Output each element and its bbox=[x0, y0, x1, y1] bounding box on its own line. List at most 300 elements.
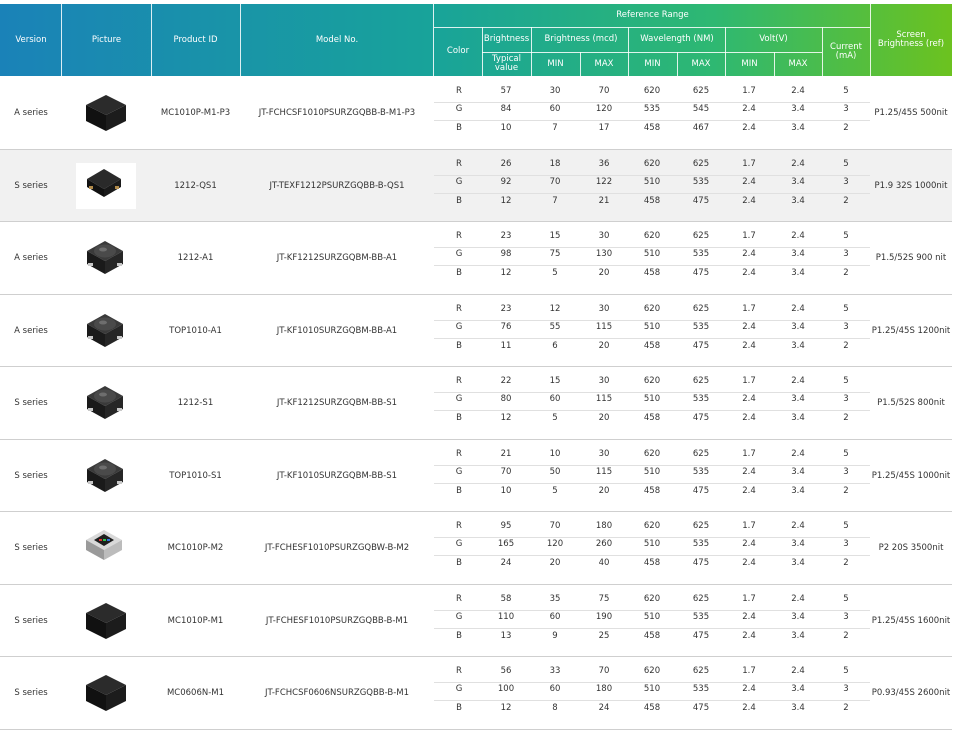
wavelength-max-cell: 535 bbox=[692, 684, 710, 694]
brightness-min-cell: 15 bbox=[549, 231, 561, 241]
header-typical-value: Typical value bbox=[492, 54, 521, 73]
sub-divider bbox=[434, 610, 870, 611]
volt-min-cell: 2.4 bbox=[742, 558, 756, 568]
brightness-min-cell: 33 bbox=[549, 666, 561, 676]
volt-min-cell: 1.7 bbox=[742, 158, 756, 169]
header-wavelength-min: MIN bbox=[644, 58, 661, 69]
model-no-cell: JT-FCHCSF1010PSURZGQBB-B-M1-P3 bbox=[258, 108, 416, 118]
model-no-cell: JT-FCHCSF0606NSURZGQBB-B-M1 bbox=[264, 688, 410, 698]
model-no-cell: JT-TEXF1212PSURZGQBB-B-QS1 bbox=[269, 180, 405, 191]
volt-min-cell: 2.4 bbox=[742, 268, 756, 278]
brightness-max-cell: 130 bbox=[595, 249, 613, 259]
volt-min-cell: 1.7 bbox=[742, 86, 756, 96]
header-brightness-mcd: Brightness (mcd) bbox=[544, 34, 618, 45]
wavelength-max-cell: 625 bbox=[692, 303, 710, 314]
led-chip-image bbox=[84, 456, 126, 500]
volt-max-cell: 2.4 bbox=[791, 521, 805, 531]
typical-value-cell: 10 bbox=[500, 485, 512, 496]
brightness-max-cell: 40 bbox=[598, 558, 610, 568]
color-cell: G bbox=[455, 466, 463, 477]
model-no-cell: JT-FCHESF1010PSURZGQBW-B-M2 bbox=[264, 543, 410, 553]
volt-max-cell: 3.4 bbox=[791, 630, 805, 641]
wavelength-max-cell: 475 bbox=[692, 413, 710, 423]
wavelength-max-cell: 545 bbox=[692, 104, 710, 114]
volt-max-cell: 2.4 bbox=[791, 86, 805, 96]
volt-max-cell: 3.4 bbox=[791, 123, 805, 133]
typical-value-cell: 11 bbox=[500, 340, 512, 351]
wavelength-min-cell: 458 bbox=[643, 703, 661, 713]
wavelength-min-cell: 620 bbox=[643, 376, 661, 386]
color-cell: B bbox=[456, 340, 462, 351]
brightness-max-cell: 20 bbox=[598, 268, 610, 278]
brightness-max-cell: 180 bbox=[595, 521, 613, 531]
wavelength-max-cell: 475 bbox=[692, 485, 710, 496]
sub-divider bbox=[434, 320, 870, 321]
wavelength-min-cell: 510 bbox=[643, 249, 661, 259]
typical-value-cell: 76 bbox=[500, 321, 512, 332]
typical-value-cell: 57 bbox=[500, 86, 512, 96]
brightness-max-cell: 30 bbox=[598, 376, 610, 386]
model-no-cell: JT-FCHESF1010PSURZGQBB-B-M1 bbox=[265, 615, 409, 626]
brightness-min-cell: 55 bbox=[549, 321, 561, 332]
brightness-min-cell: 5 bbox=[552, 268, 558, 278]
brightness-min-cell: 7 bbox=[552, 195, 558, 206]
screen-brightness-cell: P1.25/45S 1200nit bbox=[871, 325, 951, 336]
version-cell: S series bbox=[14, 615, 48, 626]
wavelength-min-cell: 620 bbox=[643, 521, 661, 531]
brightness-min-cell: 9 bbox=[552, 630, 558, 641]
current-cell: 3 bbox=[843, 321, 849, 332]
color-cell: G bbox=[455, 249, 463, 259]
current-cell: 3 bbox=[843, 611, 849, 622]
wavelength-max-cell: 475 bbox=[692, 195, 710, 206]
wavelength-max-cell: 625 bbox=[692, 521, 710, 531]
wavelength-min-cell: 620 bbox=[643, 666, 661, 676]
table-header bbox=[0, 4, 952, 76]
wavelength-max-cell: 475 bbox=[692, 340, 710, 351]
brightness-min-cell: 60 bbox=[549, 684, 561, 694]
volt-max-cell: 2.4 bbox=[791, 376, 805, 386]
version-cell: S series bbox=[14, 543, 48, 553]
volt-max-cell: 3.4 bbox=[791, 321, 805, 332]
wavelength-min-cell: 458 bbox=[643, 413, 661, 423]
led-chip-image bbox=[84, 93, 128, 137]
model-no-cell: JT-KF1212SURZGQBM-BB-A1 bbox=[276, 253, 398, 263]
current-cell: 3 bbox=[843, 394, 849, 404]
wavelength-min-cell: 458 bbox=[643, 630, 661, 641]
product-id-cell: 1212-S1 bbox=[177, 398, 214, 408]
brightness-max-cell: 115 bbox=[595, 466, 613, 477]
color-cell: R bbox=[456, 666, 462, 676]
wavelength-max-cell: 625 bbox=[692, 158, 710, 169]
brightness-max-cell: 115 bbox=[595, 394, 613, 404]
typical-value-cell: 23 bbox=[500, 303, 512, 314]
volt-max-cell: 2.4 bbox=[791, 666, 805, 676]
led-chip-image bbox=[84, 238, 126, 282]
led-chip-image bbox=[84, 166, 124, 204]
current-cell: 5 bbox=[843, 376, 849, 386]
led-chip-image bbox=[84, 601, 128, 645]
led-chip-image bbox=[84, 528, 124, 566]
sub-divider bbox=[434, 120, 870, 121]
brightness-min-cell: 18 bbox=[549, 158, 561, 169]
volt-min-cell: 2.4 bbox=[742, 611, 756, 622]
product-id-cell: 1212-A1 bbox=[177, 253, 214, 263]
wavelength-min-cell: 458 bbox=[643, 195, 661, 206]
brightness-max-cell: 24 bbox=[598, 703, 610, 713]
typical-value-cell: 70 bbox=[500, 466, 512, 477]
wavelength-min-cell: 510 bbox=[643, 321, 661, 332]
volt-max-cell: 2.4 bbox=[791, 448, 805, 459]
table-row bbox=[0, 512, 952, 584]
typical-value-cell: 110 bbox=[497, 611, 515, 622]
color-cell: G bbox=[455, 611, 463, 622]
wavelength-max-cell: 625 bbox=[692, 376, 710, 386]
wavelength-min-cell: 458 bbox=[643, 558, 661, 568]
table-row bbox=[0, 222, 952, 294]
screen-brightness-cell: P2 20S 3500nit bbox=[878, 543, 944, 553]
wavelength-max-cell: 625 bbox=[692, 448, 710, 459]
volt-max-cell: 2.4 bbox=[791, 231, 805, 241]
current-cell: 2 bbox=[843, 123, 849, 133]
product-id-cell: TOP1010-A1 bbox=[169, 325, 222, 336]
volt-max-cell: 2.4 bbox=[791, 593, 805, 604]
volt-min-cell: 1.7 bbox=[742, 521, 756, 531]
table-row bbox=[0, 77, 952, 149]
typical-value-cell: 165 bbox=[497, 539, 515, 549]
model-no-cell: JT-KF1010SURZGQBM-BB-A1 bbox=[276, 325, 398, 336]
wavelength-max-cell: 535 bbox=[692, 611, 710, 622]
wavelength-max-cell: 475 bbox=[692, 703, 710, 713]
wavelength-max-cell: 535 bbox=[692, 394, 710, 404]
table-row bbox=[0, 585, 952, 657]
color-cell: R bbox=[456, 303, 462, 314]
sub-divider bbox=[434, 392, 870, 393]
current-cell: 5 bbox=[843, 448, 849, 459]
typical-value-cell: 21 bbox=[500, 448, 512, 459]
typical-value-cell: 12 bbox=[500, 703, 512, 713]
color-cell: B bbox=[456, 413, 462, 423]
brightness-min-cell: 5 bbox=[552, 485, 558, 496]
sub-divider bbox=[434, 265, 870, 266]
screen-brightness-cell: P0.93/45S 2600nit bbox=[871, 688, 951, 698]
volt-min-cell: 1.7 bbox=[742, 593, 756, 604]
sub-divider bbox=[434, 193, 870, 194]
brightness-min-cell: 6 bbox=[552, 340, 558, 351]
current-cell: 3 bbox=[843, 104, 849, 114]
screen-brightness-cell: P1.25/45S 1600nit bbox=[871, 615, 951, 626]
brightness-max-cell: 260 bbox=[595, 539, 613, 549]
volt-min-cell: 2.4 bbox=[742, 466, 756, 477]
sub-divider bbox=[434, 175, 870, 176]
model-no-cell: JT-KF1010SURZGQBM-BB-S1 bbox=[276, 470, 398, 481]
brightness-min-cell: 60 bbox=[549, 394, 561, 404]
current-cell: 3 bbox=[843, 539, 849, 549]
wavelength-max-cell: 535 bbox=[692, 466, 710, 477]
table-row bbox=[0, 657, 952, 729]
brightness-min-cell: 60 bbox=[549, 611, 561, 622]
volt-max-cell: 3.4 bbox=[791, 611, 805, 622]
brightness-max-cell: 70 bbox=[598, 666, 610, 676]
header-wavelength-max: MAX bbox=[691, 58, 711, 69]
typical-value-cell: 10 bbox=[500, 123, 512, 133]
current-cell: 5 bbox=[843, 86, 849, 96]
typical-value-cell: 23 bbox=[500, 231, 512, 241]
header-volt-min: MIN bbox=[741, 58, 758, 69]
brightness-max-cell: 20 bbox=[598, 340, 610, 351]
volt-min-cell: 2.4 bbox=[742, 485, 756, 496]
color-cell: G bbox=[455, 539, 463, 549]
volt-max-cell: 3.4 bbox=[791, 249, 805, 259]
typical-value-cell: 95 bbox=[500, 521, 512, 531]
version-cell: S series bbox=[14, 688, 48, 698]
volt-max-cell: 3.4 bbox=[791, 466, 805, 477]
wavelength-max-cell: 625 bbox=[692, 86, 710, 96]
current-cell: 2 bbox=[843, 268, 849, 278]
volt-min-cell: 1.7 bbox=[742, 448, 756, 459]
product-id-cell: 1212-QS1 bbox=[174, 180, 217, 191]
volt-max-cell: 3.4 bbox=[791, 394, 805, 404]
color-cell: B bbox=[456, 268, 462, 278]
color-cell: R bbox=[456, 376, 462, 386]
color-cell: R bbox=[456, 448, 462, 459]
volt-min-cell: 2.4 bbox=[742, 195, 756, 206]
brightness-min-cell: 10 bbox=[549, 448, 561, 459]
brightness-min-cell: 70 bbox=[549, 521, 561, 531]
volt-min-cell: 1.7 bbox=[742, 666, 756, 676]
typical-value-cell: 12 bbox=[500, 195, 512, 206]
current-cell: 5 bbox=[843, 666, 849, 676]
brightness-max-cell: 36 bbox=[598, 158, 610, 169]
volt-max-cell: 3.4 bbox=[791, 485, 805, 496]
brightness-min-cell: 8 bbox=[552, 703, 558, 713]
brightness-max-cell: 115 bbox=[595, 321, 613, 332]
header-screen-brightness: Screen Brightness (ref) bbox=[877, 30, 945, 49]
version-cell: S series bbox=[14, 180, 48, 191]
volt-max-cell: 2.4 bbox=[791, 158, 805, 169]
wavelength-max-cell: 625 bbox=[692, 593, 710, 604]
wavelength-min-cell: 510 bbox=[643, 176, 661, 187]
volt-min-cell: 2.4 bbox=[742, 123, 756, 133]
current-cell: 3 bbox=[843, 466, 849, 477]
header-brightness: Brightness bbox=[483, 34, 530, 45]
brightness-min-cell: 5 bbox=[552, 413, 558, 423]
wavelength-min-cell: 458 bbox=[643, 123, 661, 133]
wavelength-min-cell: 458 bbox=[643, 268, 661, 278]
header-picture: Picture bbox=[91, 34, 122, 45]
current-cell: 2 bbox=[843, 485, 849, 496]
color-cell: B bbox=[456, 558, 462, 568]
brightness-max-cell: 190 bbox=[595, 611, 613, 622]
wavelength-min-cell: 535 bbox=[643, 104, 661, 114]
sub-divider bbox=[434, 555, 870, 556]
version-cell: A series bbox=[14, 253, 48, 263]
brightness-min-cell: 15 bbox=[549, 376, 561, 386]
color-cell: R bbox=[456, 521, 462, 531]
sub-divider bbox=[434, 338, 870, 339]
typical-value-cell: 58 bbox=[500, 593, 512, 604]
wavelength-max-cell: 535 bbox=[692, 249, 710, 259]
wavelength-min-cell: 510 bbox=[643, 611, 661, 622]
brightness-max-cell: 122 bbox=[595, 176, 613, 187]
color-cell: B bbox=[456, 123, 462, 133]
brightness-max-cell: 30 bbox=[598, 231, 610, 241]
wavelength-min-cell: 620 bbox=[643, 158, 661, 169]
color-cell: G bbox=[455, 394, 463, 404]
led-chip-image bbox=[84, 311, 126, 355]
volt-min-cell: 2.4 bbox=[742, 249, 756, 259]
brightness-max-cell: 17 bbox=[598, 123, 610, 133]
color-cell: G bbox=[455, 176, 463, 187]
sub-divider bbox=[434, 247, 870, 248]
version-cell: S series bbox=[14, 470, 48, 481]
header-current: Current (mA) bbox=[830, 41, 862, 61]
wavelength-max-cell: 475 bbox=[692, 268, 710, 278]
current-cell: 2 bbox=[843, 340, 849, 351]
current-cell: 5 bbox=[843, 158, 849, 169]
brightness-min-cell: 30 bbox=[549, 86, 561, 96]
volt-min-cell: 1.7 bbox=[742, 376, 756, 386]
table-row bbox=[0, 440, 952, 512]
version-cell: S series bbox=[14, 398, 48, 408]
sub-divider bbox=[434, 410, 870, 411]
current-cell: 2 bbox=[843, 558, 849, 568]
current-cell: 3 bbox=[843, 684, 849, 694]
wavelength-max-cell: 535 bbox=[692, 176, 710, 187]
volt-min-cell: 2.4 bbox=[742, 539, 756, 549]
brightness-min-cell: 70 bbox=[549, 176, 561, 187]
color-cell: R bbox=[456, 231, 462, 241]
row-divider bbox=[0, 729, 952, 730]
sub-divider bbox=[434, 465, 870, 466]
sub-divider bbox=[434, 700, 870, 701]
product-id-cell: MC1010P-M2 bbox=[167, 543, 224, 553]
volt-min-cell: 1.7 bbox=[742, 303, 756, 314]
brightness-max-cell: 180 bbox=[595, 684, 613, 694]
header-color: Color bbox=[446, 46, 470, 57]
led-chip-image bbox=[84, 673, 128, 717]
typical-value-cell: 92 bbox=[500, 176, 512, 187]
sub-divider bbox=[434, 682, 870, 683]
brightness-max-cell: 120 bbox=[595, 104, 613, 114]
wavelength-min-cell: 458 bbox=[643, 340, 661, 351]
brightness-max-cell: 20 bbox=[598, 413, 610, 423]
product-id-cell: MC1010P-M1-P3 bbox=[160, 108, 231, 118]
brightness-max-cell: 75 bbox=[598, 593, 610, 604]
screen-brightness-cell: P1.9 32S 1000nit bbox=[874, 180, 948, 191]
wavelength-min-cell: 620 bbox=[643, 86, 661, 96]
brightness-min-cell: 60 bbox=[549, 104, 561, 114]
wavelength-min-cell: 510 bbox=[643, 684, 661, 694]
brightness-min-cell: 50 bbox=[549, 466, 561, 477]
sub-divider bbox=[434, 537, 870, 538]
brightness-max-cell: 30 bbox=[598, 303, 610, 314]
header-wavelength-nm: Wavelength (NM) bbox=[640, 34, 714, 45]
typical-value-cell: 98 bbox=[500, 249, 512, 259]
header-reference-range: Reference Range bbox=[616, 10, 689, 21]
wavelength-max-cell: 625 bbox=[692, 231, 710, 241]
typical-value-cell: 13 bbox=[500, 630, 512, 641]
color-cell: R bbox=[456, 593, 462, 604]
typical-value-cell: 80 bbox=[500, 394, 512, 404]
volt-min-cell: 2.4 bbox=[742, 630, 756, 641]
current-cell: 2 bbox=[843, 630, 849, 641]
volt-min-cell: 2.4 bbox=[742, 104, 756, 114]
volt-max-cell: 3.4 bbox=[791, 703, 805, 713]
header-product-id: Product ID bbox=[173, 34, 218, 45]
typical-value-cell: 100 bbox=[497, 684, 515, 694]
wavelength-max-cell: 467 bbox=[692, 123, 710, 133]
color-cell: B bbox=[456, 195, 462, 206]
volt-max-cell: 3.4 bbox=[791, 340, 805, 351]
wavelength-max-cell: 475 bbox=[692, 558, 710, 568]
wavelength-max-cell: 535 bbox=[692, 321, 710, 332]
brightness-min-cell: 12 bbox=[549, 303, 561, 314]
volt-max-cell: 3.4 bbox=[791, 268, 805, 278]
current-cell: 3 bbox=[843, 176, 849, 187]
brightness-max-cell: 21 bbox=[598, 195, 610, 206]
sub-divider bbox=[434, 483, 870, 484]
sub-divider bbox=[434, 102, 870, 103]
color-cell: G bbox=[455, 684, 463, 694]
brightness-min-cell: 7 bbox=[552, 123, 558, 133]
volt-max-cell: 3.4 bbox=[791, 104, 805, 114]
volt-min-cell: 2.4 bbox=[742, 340, 756, 351]
wavelength-min-cell: 620 bbox=[643, 231, 661, 241]
volt-min-cell: 2.4 bbox=[742, 413, 756, 423]
volt-max-cell: 3.4 bbox=[791, 176, 805, 187]
volt-min-cell: 2.4 bbox=[742, 684, 756, 694]
header-volt: Volt(V) bbox=[759, 34, 788, 45]
screen-brightness-cell: P1.5/52S 800nit bbox=[877, 398, 945, 408]
color-cell: G bbox=[455, 104, 463, 114]
header-volt-max: MAX bbox=[788, 58, 808, 69]
volt-min-cell: 2.4 bbox=[742, 321, 756, 332]
color-cell: R bbox=[456, 158, 462, 169]
color-cell: B bbox=[456, 703, 462, 713]
color-cell: B bbox=[456, 485, 462, 496]
header-model-no: Model No. bbox=[315, 34, 359, 45]
wavelength-min-cell: 458 bbox=[643, 485, 661, 496]
brightness-max-cell: 25 bbox=[598, 630, 610, 641]
typical-value-cell: 84 bbox=[500, 104, 512, 114]
brightness-min-cell: 20 bbox=[549, 558, 561, 568]
product-id-cell: TOP1010-S1 bbox=[169, 470, 222, 481]
sub-divider bbox=[434, 628, 870, 629]
wavelength-min-cell: 510 bbox=[643, 539, 661, 549]
current-cell: 5 bbox=[843, 593, 849, 604]
volt-min-cell: 1.7 bbox=[742, 231, 756, 241]
screen-brightness-cell: P1.25/45S 1000nit bbox=[871, 470, 951, 481]
volt-max-cell: 3.4 bbox=[791, 539, 805, 549]
volt-max-cell: 3.4 bbox=[791, 684, 805, 694]
current-cell: 2 bbox=[843, 195, 849, 206]
typical-value-cell: 12 bbox=[500, 268, 512, 278]
wavelength-min-cell: 620 bbox=[643, 593, 661, 604]
volt-max-cell: 2.4 bbox=[791, 303, 805, 314]
screen-brightness-cell: P1.5/52S 900 nit bbox=[875, 253, 947, 263]
version-cell: A series bbox=[14, 108, 48, 118]
wavelength-min-cell: 620 bbox=[643, 303, 661, 314]
product-id-cell: MC1010P-M1 bbox=[167, 615, 224, 626]
wavelength-min-cell: 510 bbox=[643, 394, 661, 404]
typical-value-cell: 12 bbox=[500, 413, 512, 423]
current-cell: 5 bbox=[843, 303, 849, 314]
brightness-max-cell: 30 bbox=[598, 448, 610, 459]
screen-brightness-cell: P1.25/45S 500nit bbox=[874, 108, 948, 118]
header-version: Version bbox=[15, 34, 47, 45]
brightness-min-cell: 35 bbox=[549, 593, 561, 604]
